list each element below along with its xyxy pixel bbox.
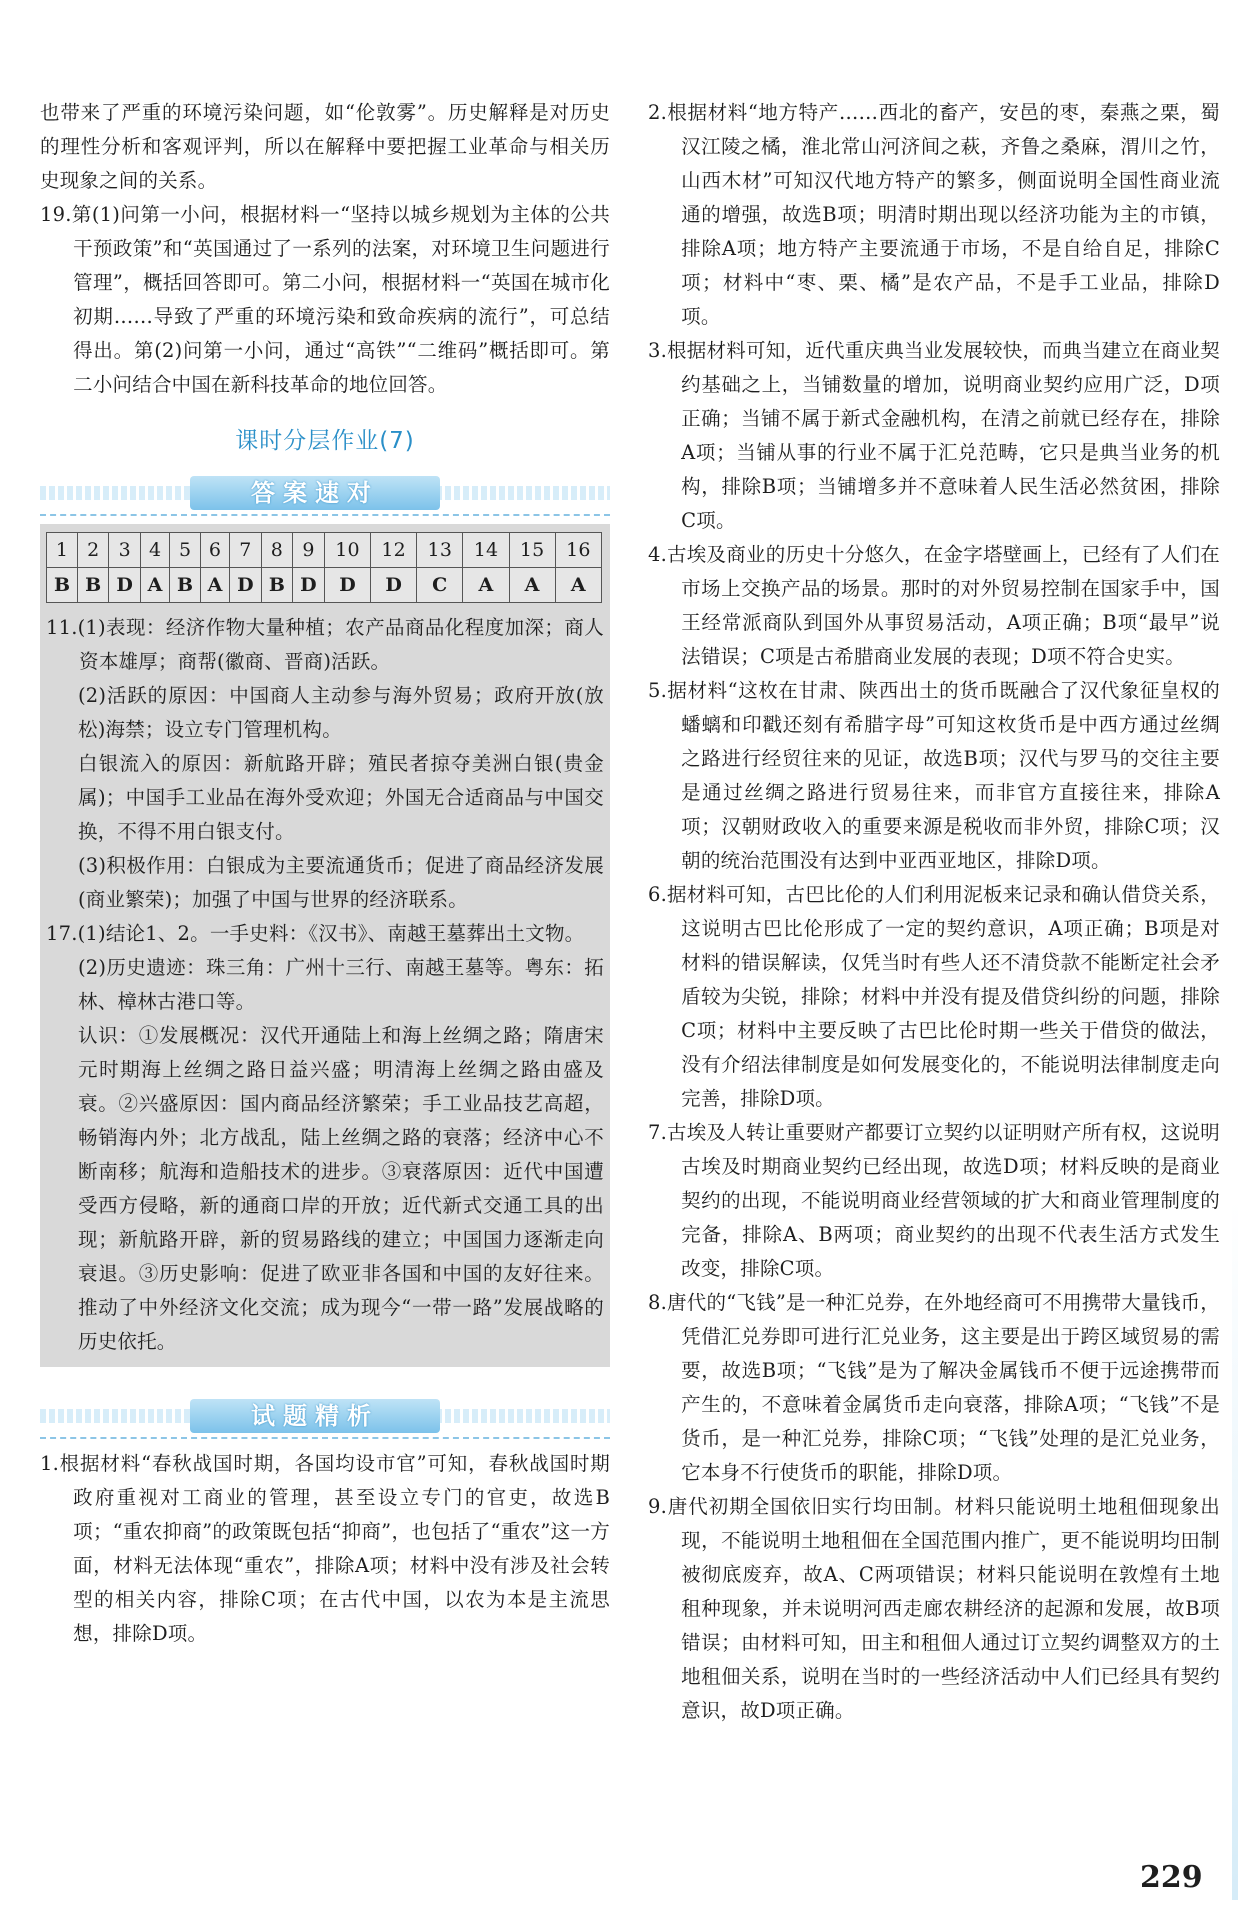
table-cell: 10: [324, 533, 370, 568]
answer-17-part3: 认识：①发展概况：汉代开通陆上和海上丝绸之路；隋唐宋元时期海上丝绸之路日益兴盛；明清海上丝绸之路由盛及衰。②兴盛原因：国内商品经济繁荣；手工业品技艺高超，畅销海内外；北方战乱，陆上丝绸之路的衰落；经济中心不断南移；航海和造船技术的进步。③衰落原因：近代中国遭受西方侵略，新的通商口岸的开放；近代新式交通工具的出现；新航路开辟，新的贸易路线的建立；中国国力逐渐走向衰退。③历史影响：促进了欧亚非各国和中国的友好往来。推动了中外经济文化交流；成为现今“一带一路”发展战略的历史依托。: [78, 1024, 604, 1353]
answer-17-part2: (2)历史遗迹：珠三角：广州十三行、南越王墓等。粤东：拓林、樟林古港口等。: [78, 956, 604, 1013]
analysis-banner-label: 试题精析: [190, 1399, 440, 1433]
table-cell: 9: [293, 533, 325, 568]
table-cell: B: [78, 568, 109, 603]
table-cell: A: [141, 568, 170, 603]
table-cell: 7: [229, 533, 261, 568]
table-cell: 16: [555, 533, 601, 568]
table-cell: 5: [170, 533, 201, 568]
table-cell: 4: [141, 533, 170, 568]
table-cell: A: [509, 568, 555, 603]
answer-17-part1: 17.(1)结论1、2。一手史料：《汉书》、南越王墓葬出土文物。: [46, 922, 585, 945]
answer-11-part3: (3)积极作用：白银成为主要流通货币；促进了商品经济发展(商业繁荣)；加强了中国与世界的经济联系。: [78, 854, 604, 911]
answer-11-part1: 11.(1)表现：经济作物大量种植；农产品商品化程度加深；商人资本雄厚；商帮(徽商、晋商)活跃。: [46, 616, 604, 673]
table-cell: B: [170, 568, 201, 603]
answer-11-part2b: 白银流入的原因：新航路开辟；殖民者掠夺美洲白银(贵金属)；中国手工业品在海外受欢迎；外国无合适商品与中国交换，不得不用白银支付。: [78, 752, 604, 843]
table-cell: A: [555, 568, 601, 603]
table-cell: 2: [78, 533, 109, 568]
table-cell: A: [201, 568, 230, 603]
table-cell: 6: [201, 533, 230, 568]
table-cell: 12: [371, 533, 417, 568]
table-cell: D: [324, 568, 370, 603]
section-title: 课时分层作业(7): [235, 428, 415, 454]
right-column: [648, 96, 1220, 1728]
question-7-analysis: 7.古埃及人转让重要财产都要订立契约以证明财产所有权，这说明古埃及时期商业契约已经出现，故选D项；材料反映的是商业契约的出现，不能说明商业经营领域的扩大和商业管理制度的完备，排除A、B两项；商业契约的出现不代表生活方式发生改变，排除C项。: [648, 1121, 1220, 1280]
table-cell: 15: [509, 533, 555, 568]
table-cell: 14: [463, 533, 509, 568]
table-cell: D: [371, 568, 417, 603]
question-5-analysis: 5.据材料“这枚在甘肃、陕西出土的货币既融合了汉代象征皇权的蟠螭和印戳还刻有希腊字母”可知这枚货币是中西方通过丝绸之路进行经贸往来的见证，故选B项；汉代与罗马的交往主要是通过丝绸之路进行贸易往来，而非官方直接往来，排除A项；汉朝财政收入的重要来源是税收而非外贸，排除C项；汉朝的统治范围没有达到中亚西亚地区，排除D项。: [648, 679, 1220, 872]
question-4-analysis: 4.古埃及商业的历史十分悠久，在金字塔壁画上，已经有了人们在市场上交换产品的场景。那时的对外贸易控制在国家手中，国王经常派商队到国外从事贸易活动，A项正确；B项“最早”说法错误；C项是古希腊商业发展的表现；D项不符合史实。: [648, 543, 1220, 668]
table-cell: B: [261, 568, 292, 603]
page-number: 229: [1140, 1860, 1203, 1895]
table-cell: D: [293, 568, 325, 603]
answer-banner: [40, 474, 610, 516]
left-column: [40, 96, 610, 1651]
table-cell: D: [109, 568, 141, 603]
answer-key-numbers: [47, 533, 602, 568]
answer-banner-label: 答案速对: [190, 476, 440, 510]
question-3-analysis: 3.根据材料可知，近代重庆典当业发展较快，而典当建立在商业契约基础之上，当铺数量的增加，说明商业契约应用广泛，D项正确；当铺不属于新式金融机构，在清之前就已经存在，排除A项；当铺从事的行业不属于汇兑范畴，它只是典当业务的机构，排除B项；当铺增多并不意味着人民生活必然贫困，排除C项。: [648, 339, 1220, 532]
answer-box: [40, 524, 610, 1367]
question-19-analysis: 19.第(1)问第一小问，根据材料一“坚持以城乡规划为主体的公共干预政策”和“英国通过了一系列的法案，对环境卫生问题进行管理”，概括回答即可。第二小问，根据材料一“英国在城市化初期……导致了严重的环境污染和致命疾病的流行”，可总结得出。第(2)问第一小问，通过“高铁”“二维码”概括即可。第二小问结合中国在新科技革命的地位回答。: [40, 203, 610, 396]
page-edge-bar: [1232, 1200, 1238, 1900]
answer-key-answers: [47, 568, 602, 603]
table-cell: B: [47, 568, 78, 603]
question-9-analysis: 9.唐代初期全国依旧实行均田制。材料只能说明土地租佃现象出现，不能说明土地租佃在全国范围内推广，更不能说明均田制被彻底废弃，故A、C两项错误；材料只能说明在敦煌有土地租种现象，并未说明河西走廊农耕经济的起源和发展，故B项错误；由材料可知，田主和租佃人通过订立契约调整双方的土地租佃关系，说明在当时的一些经济活动中人们已经具有契约意识，故D项正确。: [648, 1495, 1220, 1722]
answer-11-part2: (2)活跃的原因：中国商人主动参与海外贸易；政府开放(放松)海禁；设立专门管理机构。: [78, 684, 604, 741]
table-cell: C: [417, 568, 463, 603]
table-cell: 13: [417, 533, 463, 568]
question-6-analysis: 6.据材料可知，古巴比伦的人们利用泥板来记录和确认借贷关系，这说明古巴比伦形成了一定的契约意识，A项正确；B项是对材料的错误解读，仅凭当时有些人还不清贷款不能断定社会矛盾较为尖锐，排除；材料中并没有提及借贷纠纷的问题，排除C项；材料中主要反映了古巴比伦时期一些关于借贷的做法，没有介绍法律制度是如何发展变化的，不能说明法律制度走向完善，排除D项。: [648, 883, 1220, 1110]
intro-paragraph: 也带来了严重的环境污染问题，如“伦敦雾”。历史解释是对历史的理性分析和客观评判，所以在解释中要把握工业革命与相关历史现象之间的关系。: [40, 101, 610, 192]
analysis-banner: [40, 1397, 610, 1439]
question-2-analysis: 2.根据材料“地方特产……西北的畜产，安邑的枣，秦燕之栗，蜀汉江陵之橘，淮北常山河济间之萩，齐鲁之桑麻，渭川之竹，山西木材”可知汉代地方特产的繁多，侧面说明全国性商业流通的增强，故选B项；明清时期出现以经济功能为主的市镇，排除A项；地方特产主要流通于市场，不是自给自足，排除C项；材料中“枣、栗、橘”是农产品，不是手工业品，排除D项。: [648, 101, 1220, 328]
answer-key-table: [46, 532, 602, 603]
table-cell: 8: [261, 533, 292, 568]
table-cell: 3: [109, 533, 141, 568]
table-cell: D: [229, 568, 261, 603]
question-1-analysis: 1.根据材料“春秋战国时期，各国均设市官”可知，春秋战国时期政府重视对工商业的管理，甚至设立专门的官吏，故选B项；“重农抑商”的政策既包括“抑商”，也包括了“重农”这一方面，材料无法体现“重农”，排除A项；材料中没有涉及社会转型的相关内容，排除C项；在古代中国，以农为本是主流思想，排除D项。: [40, 1452, 610, 1645]
table-cell: A: [463, 568, 509, 603]
question-8-analysis: 8.唐代的“飞钱”是一种汇兑券，在外地经商可不用携带大量钱币，凭借汇兑券即可进行汇兑业务，这主要是出于跨区域贸易的需要，故选B项；“飞钱”是为了解决金属钱币不便于远途携带而产生的，不意味着金属货币走向衰落，排除A项；“飞钱”不是货币，是一种汇兑券，排除C项；“飞钱”处理的是汇兑业务，它本身不行使货币的职能，排除D项。: [648, 1291, 1220, 1484]
table-cell: 1: [47, 533, 78, 568]
